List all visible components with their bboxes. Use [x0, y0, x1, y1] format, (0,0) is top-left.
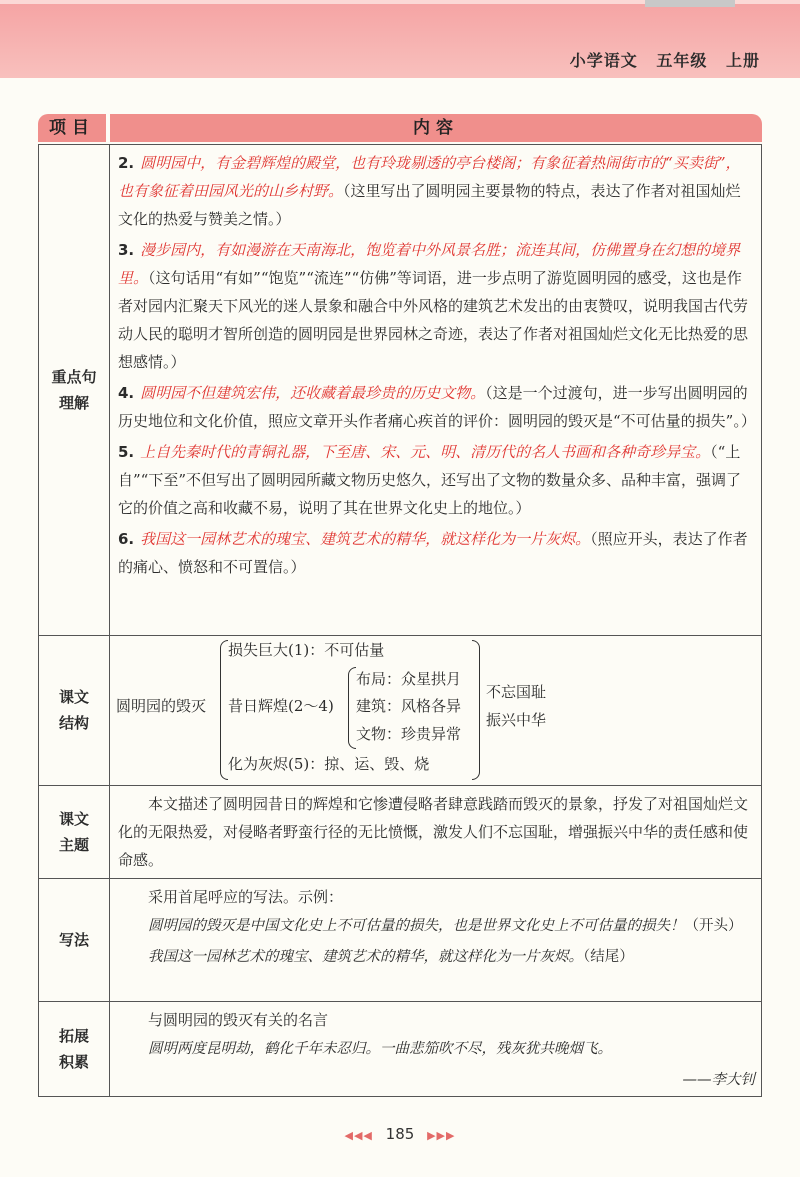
structure-sub-1: 布局：众星拱月: [356, 670, 462, 688]
key-sentence-item: 6. 我国这一园林艺术的瑰宝、建筑艺术的精华，就这样化为一片灰烬。（照应开头，表达了作者的痛心、愤怒和不可置信。）: [118, 530, 748, 576]
writing-example-ending: 我国这一园林艺术的瑰宝、建筑艺术的精华，就这样化为一片灰烬。（结尾）: [148, 949, 634, 965]
structure-branch-1: 损失巨大(1)：不可估量: [228, 641, 385, 659]
structure-branch-3: 化为灰烬(5)：掠、运、毁、烧: [228, 755, 430, 773]
extension-quote: 圆明两度昆明劫，鹤化千年未忍归。一曲悲笳吹不尽，残灰犹共晚烟飞。: [148, 1041, 612, 1057]
row-theme: [38, 786, 762, 879]
structure-branch-2: 昔日辉煌(2～4): [228, 697, 334, 715]
key-sentence-item: 2. 圆明园中，有金碧辉煌的殿堂，也有玲珑剔透的亭台楼阁；有象征着热闹街市的“买卖街”，也有象征着田园风光的山乡村野。（这里写出了圆明园主要景物的特点，表达了作者对祖国灿烂文化的热爱与赞美之情。）: [118, 154, 741, 228]
top-gray-tab: [645, 0, 735, 7]
key-sentence-item: 4. 圆明园不但建筑宏伟，还收藏着最珍贵的历史文物。（这是一个过渡句，进一步写出圆明园的历史地位和文化价值，照应文章开头作者痛心疾首的评价：圆明园的毁灭是“不可估量的损失”。）: [118, 384, 756, 430]
structure-conclusion-1: 不忘国耻: [486, 683, 547, 701]
writing-content: [110, 879, 761, 1001]
page-footer: [0, 1125, 800, 1143]
structure-root: 圆明园的毁灭: [116, 697, 207, 715]
left-brace: [220, 640, 228, 780]
theme-text: 本文描述了圆明园昔日的辉煌和它惨遭侵略者肆意践踏而毁灭的景象，抒发了对祖国灿烂文化的无限热爱，对侵略者野蛮行径的无比愤慨，激发人们不忘国耻，增强振兴中华的责任感和使命感。: [118, 795, 749, 869]
header-col-content: 内容: [110, 114, 762, 142]
header-col-item: 项目: [38, 114, 106, 142]
theme-content: [110, 786, 761, 878]
extension-content: [110, 1002, 761, 1096]
header-subject: 小学语文: [569, 51, 638, 70]
right-arrows-icon: ▶▶▶: [427, 1129, 456, 1142]
key-sentence-item: 3. 漫步园内，有如漫游在天南海北，饱览着中外风景名胜；流连其间，仿佛置身在幻想的境界里。（这句话用“有如”“饱览”“流连”“仿佛”等词语，进一步点明了游览圆明园的感受，这也是作者对园内汇聚天下风光的迷人景象和融合中外风格的建筑艺术发出的由衷赞叹，说明我国古代劳动人民的聪明才智所创造的圆明园是世界园林之奇迹，表达了作者对祖国灿烂文化无比热爱的思想感情。）: [118, 241, 749, 371]
header-grade: 五年级: [656, 51, 708, 70]
table-header-row: [38, 114, 762, 142]
key-sentences-content: [110, 145, 761, 635]
structure-conclusion-2: 振兴中华: [486, 711, 547, 729]
page-number: 185: [385, 1125, 415, 1143]
structure-sub-2: 建筑：风格各异: [356, 697, 462, 715]
running-header: [558, 48, 760, 71]
label-extension: 拓展 积累: [39, 1002, 110, 1096]
writing-intro: 采用首尾呼应的写法。示例：: [148, 888, 344, 906]
header-volume: 上册: [725, 51, 760, 70]
structure-diagram: [110, 635, 761, 785]
study-table: [38, 114, 762, 1096]
right-brace: [472, 640, 480, 780]
row-extension: [38, 1002, 762, 1097]
label-writing: 写法: [39, 879, 110, 1001]
label-theme: 课文 主题: [39, 786, 110, 878]
row-writing: [38, 879, 762, 1002]
key-sentence-item: 5. 上自先秦时代的青铜礼器，下至唐、宋、元、明、清历代的名人书画和各种奇珍异宝。（“上自”“下至”不但写出了圆明园所藏文物历史悠久，还写出了文物的数量众多、品种丰富，强调了它的价值之高和收藏不易，说明了其在世界文化史上的地位。）: [118, 443, 742, 517]
inner-brace: [348, 667, 356, 749]
label-structure: 课文 结构: [39, 635, 110, 785]
structure-sub-3: 文物：珍贵异常: [356, 725, 462, 743]
label-key-sentences: 重点句 理解: [39, 145, 110, 635]
left-arrows-icon: ◀◀◀: [344, 1129, 373, 1142]
extension-intro: 与圆明园的毁灭有关的名言: [148, 1011, 329, 1029]
extension-author: ——李大钊: [682, 1072, 755, 1088]
row-structure: [38, 635, 762, 786]
row-key-sentences: [38, 144, 762, 636]
writing-example-opening: 圆明园的毁灭是中国文化史上不可估量的损失，也是世界文化史上不可估量的损失！（开头）: [148, 918, 743, 934]
